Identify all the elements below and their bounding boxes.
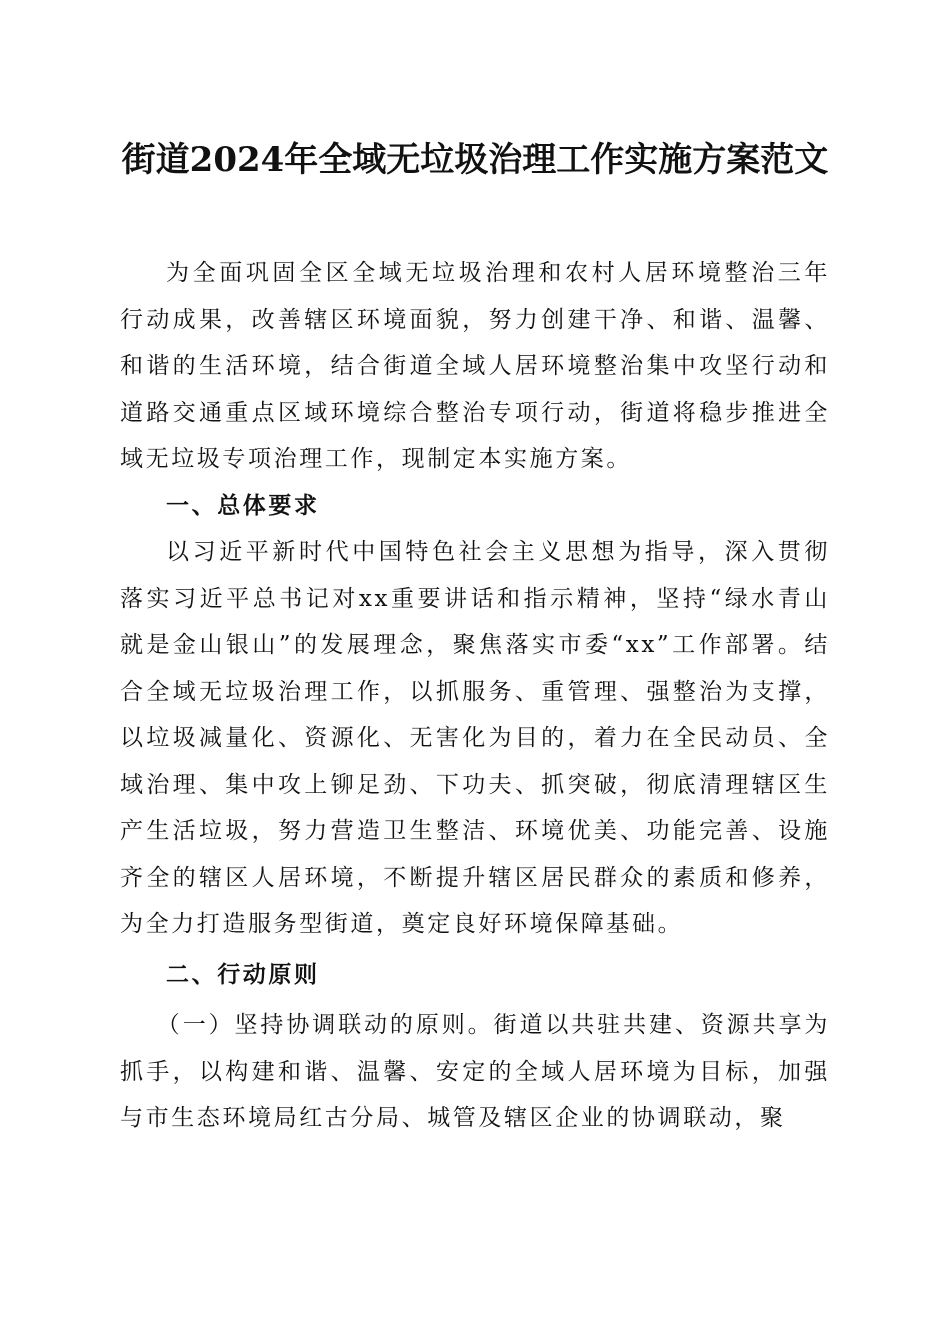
section-heading-action-principles: 二、行动原则 [166,961,320,988]
action-principle-item-1: （一）坚持协调联动的原则。街道以共驻共建、资源共享为抓手，以构建和谐、温馨、安定的全域人居环境为目标，加强与市生态环境局红古分局、城管及辖区企业的协调联动，聚 [120,1012,830,1131]
section-heading-overall-requirements: 一、总体要求 [166,492,320,519]
document-body [120,250,830,1142]
intro-paragraph: 为全面巩固全区全域无垃圾治理和农村人居环境整治三年行动成果，改善辖区环境面貌，努力创建干净、和谐、温馨、和谐的生活环境，结合街道全域人居环境整治集中攻坚行动和道路交通重点区域环境综合整治专项行动，街道将稳步推进全域无垃圾专项治理工作，现制定本实施方案。 [120,260,830,472]
overall-requirements-paragraph: 以习近平新时代中国特色社会主义思想为指导，深入贯彻落实习近平总书记对xx重要讲话和指示精神，坚持“绿水青山就是金山银山”的发展理念，聚焦落实市委“xx”工作部署。结合全域无垃圾治理工作，以抓服务、重管理、强整治为支撑，以垃圾减量化、资源化、无害化为目的，着力在全民动员、全域治理、集中攻上铆足劲、下功夫、抓突破，彻底清理辖区生产生活垃圾，努力营造卫生整洁、环境优美、功能完善、设施齐全的辖区人居环境，不断提升辖区居民群众的素质和修养，为全力打造服务型街道，奠定良好环境保障基础。 [120,539,830,937]
document-title: 街道2024年全域无垃圾治理工作实施方案范文 [121,140,829,180]
